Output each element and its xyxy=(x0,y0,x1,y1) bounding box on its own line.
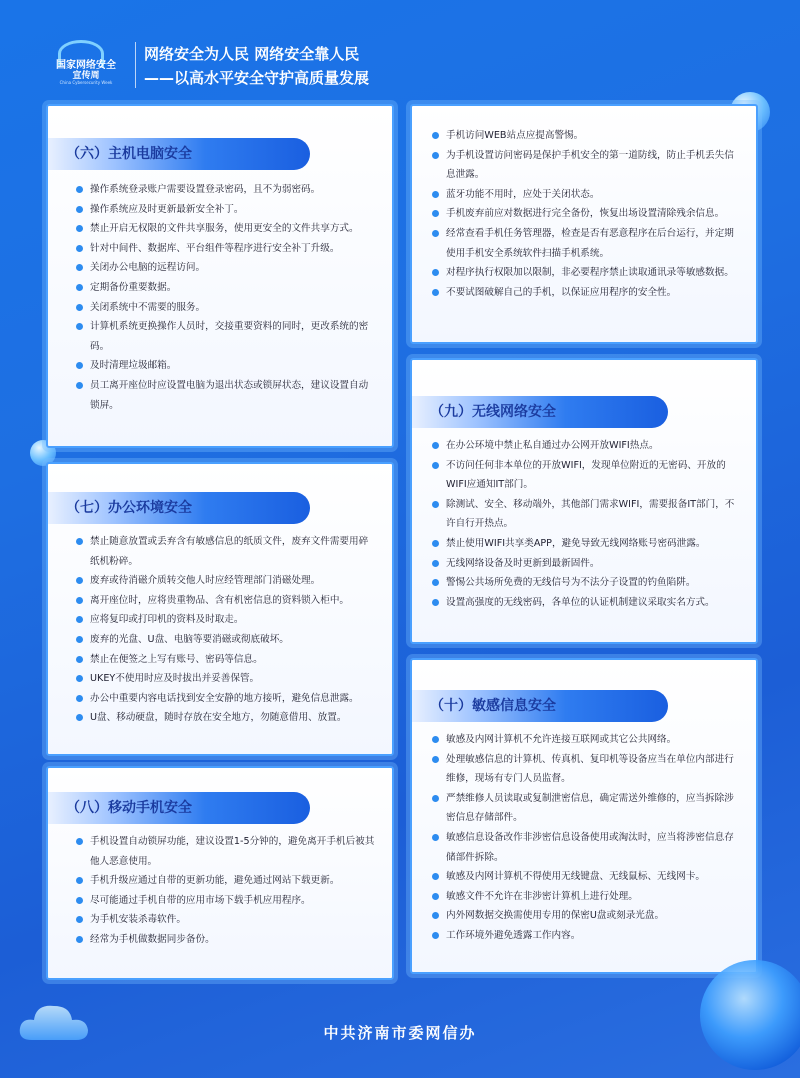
slogan-line1: 网络安全为人民 网络安全靠人民 xyxy=(144,45,360,63)
list-item: 无线网络设备及时更新到最新固件。 xyxy=(432,554,742,574)
item-list xyxy=(76,180,376,415)
list-item: 操作系统应及时更新最新安全补丁。 xyxy=(76,200,376,220)
list-item: 在办公环境中禁止私自通过办公网开放WIFI热点。 xyxy=(432,436,742,456)
list-item: 设置高强度的无线密码，各单位的认证机制建议采取实名方式。 xyxy=(432,593,742,613)
list-item: 处理敏感信息的计算机、传真机、复印机等设备应当在单位内部进行维修，现场有专门人员监督。 xyxy=(432,750,742,789)
list-item: 除测试、安全、移动端外，其他部门需求WIFI，需要报备IT部门，不许自行开热点。 xyxy=(432,495,742,534)
list-item: 废弃的光盘、U盘、电脑等要消磁或彻底破坏。 xyxy=(76,630,376,650)
list-item: 蓝牙功能不用时，应处于关闭状态。 xyxy=(432,185,742,205)
orb-decoration xyxy=(700,960,800,1070)
list-item: 废弃或待消磁介质转交他人时应经管理部门消磁处理。 xyxy=(76,571,376,591)
list-item: 计算机系统更换操作人员时，交接重要资料的同时，更改系统的密码。 xyxy=(76,317,376,356)
list-item: 关闭系统中不需要的服务。 xyxy=(76,298,376,318)
logo-line1: 国家网络安全 xyxy=(56,60,116,71)
section-title: （八）移动手机安全 xyxy=(48,792,310,824)
list-item: 禁止随意放置或丢弃含有敏感信息的纸质文件，废弃文件需要用碎纸机粉碎。 xyxy=(76,532,376,571)
list-item: 手机设置自动锁屏功能，建议设置1-5分钟的，避免离开手机后被其他人恶意使用。 xyxy=(76,832,376,871)
list-item: 不访问任何非本单位的开放WIFI，发现单位附近的无密码、开放的WIFI应通知IT部门。 xyxy=(432,456,742,495)
page-header xyxy=(38,36,538,96)
list-item: 敏感信息设备改作非涉密信息设备使用或淘汰时，应当将涉密信息存储部件拆除。 xyxy=(432,828,742,867)
list-item: 禁止使用WIFI共享类APP，避免导致无线网络账号密码泄露。 xyxy=(432,534,742,554)
list-item: 严禁维修人员读取或复制泄密信息，确定需送外维修的，应当拆除涉密信息存储部件。 xyxy=(432,789,742,828)
list-item: 警惕公共场所免费的无线信号为不法分子设置的钓鱼陷阱。 xyxy=(432,573,742,593)
list-item: 为手机安装杀毒软件。 xyxy=(76,910,376,930)
section-card-mobile-security xyxy=(46,766,394,980)
section-card-sensitive-info-security xyxy=(410,658,758,974)
list-item: 办公中重要内容电话找到安全安静的地方接听，避免信息泄露。 xyxy=(76,689,376,709)
list-item: 为手机设置访问密码是保护手机安全的第一道防线，防止手机丢失信息泄露。 xyxy=(432,146,742,185)
list-item: 工作环境外避免透露工作内容。 xyxy=(432,926,742,946)
item-list xyxy=(432,126,742,302)
list-item: 应将复印或打印机的资料及时取走。 xyxy=(76,610,376,630)
item-list xyxy=(76,832,376,950)
list-item: 员工离开座位时应设置电脑为退出状态或锁屏状态，建议设置自动锁屏。 xyxy=(76,376,376,415)
list-item: UKEY不使用时应及时拔出并妥善保管。 xyxy=(76,669,376,689)
item-list xyxy=(432,730,742,946)
section-card-host-security xyxy=(46,104,394,448)
list-item: 离开座位时，应将贵重物品、含有机密信息的资料锁入柜中。 xyxy=(76,591,376,611)
section-card-wireless-security xyxy=(410,358,758,644)
list-item: 敏感及内网计算机不得使用无线键盘、无线鼠标、无线网卡。 xyxy=(432,867,742,887)
list-item: 敏感及内网计算机不允许连接互联网或其它公共网络。 xyxy=(432,730,742,750)
section-title: （十）敏感信息安全 xyxy=(412,690,668,722)
section-title: （六）主机电脑安全 xyxy=(48,138,310,170)
list-item: 尽可能通过手机自带的应用市场下载手机应用程序。 xyxy=(76,891,376,911)
list-item: 定期备份重要数据。 xyxy=(76,278,376,298)
section-title: （七）办公环境安全 xyxy=(48,492,310,524)
item-list xyxy=(76,532,376,728)
list-item: 操作系统登录账户需要设置登录密码，且不为弱密码。 xyxy=(76,180,376,200)
footer-organization: 中共济南市委网信办 xyxy=(323,1024,477,1042)
list-item: U盘、移动硬盘，随时存放在安全地方，勿随意借用、放置。 xyxy=(76,708,376,728)
list-item: 经常为手机做数据同步备份。 xyxy=(76,930,376,950)
list-item: 对程序执行权限加以限制，非必要程序禁止读取通讯录等敏感数据。 xyxy=(432,263,742,283)
cybersecurity-week-logo xyxy=(38,40,130,92)
list-item: 关闭办公电脑的远程访问。 xyxy=(76,258,376,278)
list-item: 禁止在便签之上写有账号、密码等信息。 xyxy=(76,650,376,670)
section-title: （九）无线网络安全 xyxy=(412,396,668,428)
header-divider xyxy=(135,42,136,88)
list-item: 手机升级应通过自带的更新功能，避免通过网站下载更新。 xyxy=(76,871,376,891)
logo-line3: China Cybersecurity Week xyxy=(59,80,113,85)
list-item: 针对中间件、数据库、平台组件等程序进行安全补丁升级。 xyxy=(76,239,376,259)
list-item: 手机废弃前应对数据进行完全备份，恢复出场设置清除残余信息。 xyxy=(432,204,742,224)
section-card-mobile-security-continued xyxy=(410,104,758,344)
list-item: 敏感文件不允许在非涉密计算机上进行处理。 xyxy=(432,887,742,907)
list-item: 不要试图破解自己的手机，以保证应用程序的安全性。 xyxy=(432,283,742,303)
list-item: 禁止开启无权限的文件共享服务，使用更安全的文件共享方式。 xyxy=(76,219,376,239)
list-item: 经常查看手机任务管理器，检查是否有恶意程序在后台运行，并定期使用手机安全系统软件扫描手机系统。 xyxy=(432,224,742,263)
list-item: 手机访问WEB站点应提高警惕。 xyxy=(432,126,742,146)
item-list xyxy=(432,436,742,612)
list-item: 及时清理垃圾邮箱。 xyxy=(76,356,376,376)
slogan-line2: ——以高水平安全守护高质量发展 xyxy=(144,69,370,87)
list-item: 内外网数据交换需使用专用的保密U盘或刻录光盘。 xyxy=(432,906,742,926)
logo-line2: 宣传周 xyxy=(72,71,100,81)
section-card-office-security xyxy=(46,462,394,756)
